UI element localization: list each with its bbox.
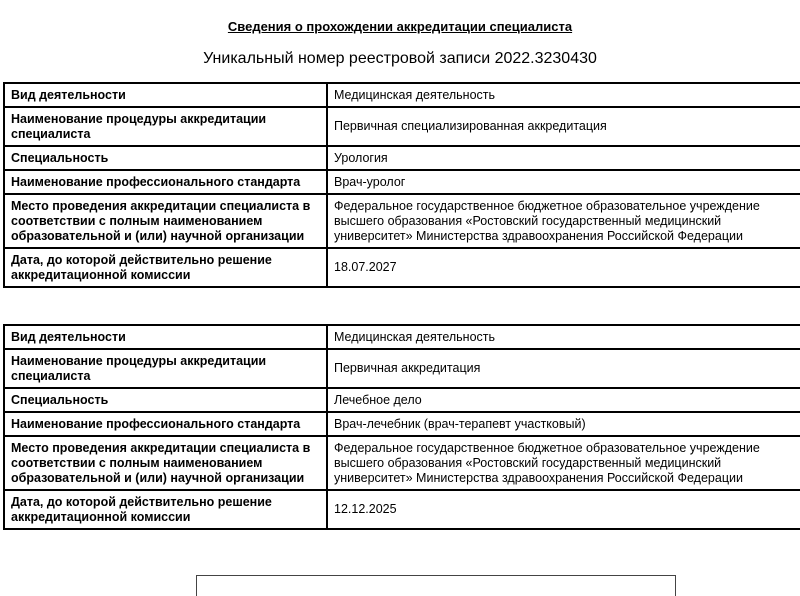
table-row <box>4 248 800 287</box>
place-label: Место проведения аккредитации специалиста в соответствии с полным наименованием образовательной и (или) научной организации <box>4 436 327 490</box>
table-row <box>4 146 800 170</box>
accreditation-table-1 <box>3 82 800 288</box>
specialty-value: Лечебное дело <box>327 388 800 412</box>
table-row <box>4 436 800 490</box>
procedure-label: Наименование процедуры аккредитации специалиста <box>4 107 327 146</box>
date-label: Дата, до которой действительно решение аккредитационной комиссии <box>4 248 327 287</box>
next-section-box <box>196 575 676 596</box>
place-value: Федеральное государственное бюджетное образовательное учреждение высшего образования «Ростовский государственный медицинский университет» Министерства здравоохранения Российской Федерации <box>327 436 800 490</box>
specialty-label: Специальность <box>4 146 327 170</box>
activity-label: Вид деятельности <box>4 325 327 349</box>
activity-value: Медицинская деятельность <box>327 83 800 107</box>
date-value: 12.12.2025 <box>327 490 800 529</box>
place-label: Место проведения аккредитации специалиста в соответствии с полным наименованием образовательной и (или) научной организации <box>4 194 327 248</box>
specialty-label: Специальность <box>4 388 327 412</box>
document-title: Сведения о прохождении аккредитации специалиста <box>227 19 573 34</box>
procedure-value: Первичная специализированная аккредитация <box>327 107 800 146</box>
standard-value: Врач-лечебник (врач-терапевт участковый) <box>327 412 800 436</box>
activity-value: Медицинская деятельность <box>327 325 800 349</box>
specialty-value: Урология <box>327 146 800 170</box>
procedure-value: Первичная аккредитация <box>327 349 800 388</box>
standard-label: Наименование профессионального стандарта <box>4 170 327 194</box>
table-row <box>4 388 800 412</box>
standard-label: Наименование профессионального стандарта <box>4 412 327 436</box>
date-label: Дата, до которой действительно решение аккредитационной комиссии <box>4 490 327 529</box>
activity-label: Вид деятельности <box>4 83 327 107</box>
table-row <box>4 194 800 248</box>
table-row <box>4 412 800 436</box>
standard-value: Врач-уролог <box>327 170 800 194</box>
date-value: 18.07.2027 <box>327 248 800 287</box>
table-row <box>4 170 800 194</box>
place-value: Федеральное государственное бюджетное образовательное учреждение высшего образования «Ростовский государственный медицинский университет» Министерства здравоохранения Российской Федерации <box>327 194 800 248</box>
registry-number: Уникальный номер реестровой записи 2022.3230430 <box>203 50 597 67</box>
table-row <box>4 325 800 349</box>
table-row <box>4 83 800 107</box>
table-row <box>4 107 800 146</box>
procedure-label: Наименование процедуры аккредитации специалиста <box>4 349 327 388</box>
accreditation-table-2 <box>3 324 800 530</box>
table-row <box>4 490 800 529</box>
table-row <box>4 349 800 388</box>
